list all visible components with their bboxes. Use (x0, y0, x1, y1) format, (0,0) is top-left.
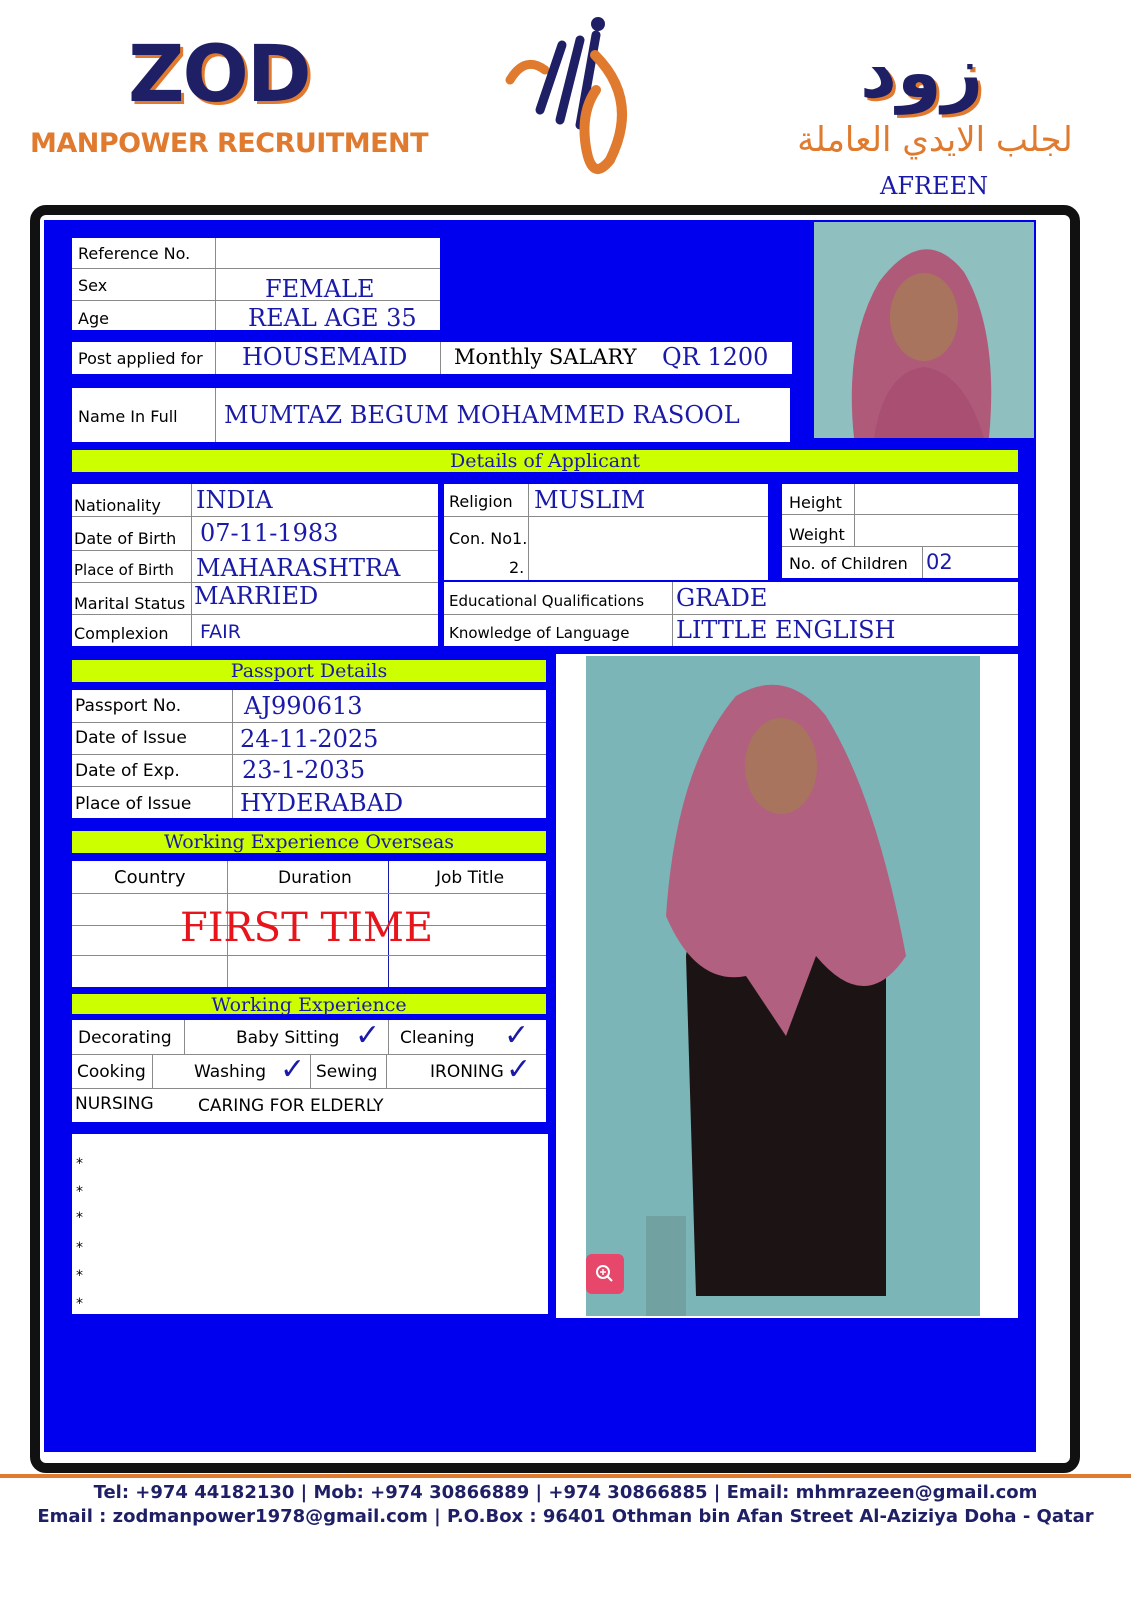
dob-value: 07-11-1983 (200, 519, 339, 547)
salary-label: Monthly SALARY (454, 345, 637, 369)
religion-value: MUSLIM (534, 486, 646, 514)
passport-number-value: AJ990613 (244, 692, 363, 720)
post-salary-row (72, 342, 792, 374)
basic-info-table (72, 238, 440, 330)
notes-box (72, 1134, 548, 1314)
pob-value: MAHARASHTRA (196, 554, 401, 582)
passport-place-label: Place of Issue (75, 794, 192, 814)
complexion-value: FAIR (200, 621, 241, 643)
footer-address-line: Email : zodmanpower1978@gmail.com | P.O.Box : 96401 Othman bin Afan Street Al-Aziziya Doha - Qatar (37, 1506, 1094, 1527)
note-bullet: * (76, 1156, 83, 1172)
religion-label: Religion (449, 492, 513, 511)
age-label: Age (78, 309, 109, 328)
children-label: No. of Children (789, 554, 908, 573)
zoom-in-icon[interactable] (586, 1254, 624, 1294)
marital-value: MARRIED (194, 582, 319, 610)
skill-washing: Washing (194, 1062, 267, 1082)
name-row (72, 388, 790, 442)
overseas-col-duration: Duration (278, 868, 352, 888)
skill-baby-sitting: Baby Sitting (236, 1028, 340, 1048)
brand-name: ZOD (128, 30, 310, 120)
physical-details-table (782, 484, 1018, 578)
applicant-full-photo (586, 656, 980, 1316)
brand-arabic-subtitle: لجلب الايدي العاملة (797, 120, 1073, 160)
passport-place-value: HYDERABAD (240, 789, 404, 817)
note-bullet: * (76, 1184, 83, 1200)
personal-details-table (72, 484, 438, 646)
skill-decorating: Decorating (78, 1028, 172, 1048)
education-language-table (444, 582, 1018, 646)
note-bullet: * (76, 1240, 83, 1256)
passport-table (72, 690, 546, 818)
skill-caring-elderly: CARING FOR ELDERLY (198, 1096, 384, 1116)
height-label: Height (789, 493, 842, 512)
brand-arabic-name: زود (860, 30, 984, 114)
nationality-value: INDIA (196, 486, 273, 514)
con1-label: Con. No1. (449, 529, 528, 548)
passport-exp-value: 23-1-2035 (242, 756, 366, 784)
passport-number-label: Passport No. (75, 696, 182, 716)
weight-label: Weight (789, 525, 845, 544)
passport-issue-value: 24-11-2025 (240, 725, 379, 753)
skills-section-header: Working Experience (72, 994, 546, 1014)
first-time-note: FIRST TIME (180, 905, 434, 951)
passport-section-header: Passport Details (72, 660, 546, 682)
baby-sitting-check-icon: ✓ (355, 1018, 381, 1053)
passport-exp-label: Date of Exp. (75, 761, 180, 781)
religion-contact-table (444, 484, 768, 580)
overseas-section-header: Working Experience Overseas (72, 831, 546, 853)
dob-label: Date of Birth (74, 529, 177, 548)
sex-label: Sex (78, 276, 108, 295)
con2-label: 2. (509, 558, 525, 577)
note-bullet: * (76, 1296, 83, 1312)
skills-table (72, 1020, 546, 1122)
footer-contact-line: Tel: +974 44182130 | Mob: +974 30866889 | +974 30866885 | Email: mhmrazeen@gmail.com (93, 1482, 1038, 1503)
overseas-col-job: Job Title (436, 868, 505, 888)
language-label: Knowledge of Language (449, 624, 630, 642)
name-label: Name In Full (78, 407, 178, 426)
cleaning-check-icon: ✓ (504, 1018, 530, 1053)
education-value: GRADE (676, 584, 768, 612)
language-value: LITTLE ENGLISH (676, 616, 896, 644)
complexion-label: Complexion (74, 624, 169, 643)
pob-label: Place of Birth (74, 561, 174, 579)
salary-value: QR 1200 (662, 343, 769, 371)
overseas-table (72, 861, 546, 987)
zod-logo-icon (500, 10, 670, 190)
skill-sewing: Sewing (316, 1062, 378, 1082)
education-label: Educational Qualifications (449, 592, 645, 610)
applicant-headshot (814, 222, 1034, 438)
post-label: Post applied for (78, 349, 203, 368)
children-value: 02 (926, 550, 953, 574)
marital-label: Marital Status (74, 594, 186, 613)
nationality-label: Nationality (74, 496, 161, 515)
sex-value: FEMALE (265, 275, 375, 303)
washing-check-icon: ✓ (280, 1052, 306, 1087)
passport-issue-label: Date of Issue (75, 728, 187, 748)
name-value: MUMTAZ BEGUM MOHAMMED RASOOL (224, 401, 740, 429)
note-bullet: * (76, 1268, 83, 1284)
reference-label: Reference No. (78, 244, 191, 263)
skill-cleaning: Cleaning (400, 1028, 475, 1048)
note-bullet: * (76, 1210, 83, 1226)
age-value: REAL AGE 35 (248, 304, 417, 332)
footer-divider (0, 1474, 1131, 1478)
agent-name: AFREEN (880, 172, 989, 200)
post-value: HOUSEMAID (242, 343, 408, 371)
details-section-header: Details of Applicant (72, 450, 1018, 472)
skill-nursing: NURSING (75, 1094, 154, 1114)
skill-cooking: Cooking (77, 1062, 146, 1082)
overseas-col-country: Country (114, 867, 186, 888)
ironing-check-icon: ✓ (506, 1052, 532, 1087)
skill-ironing: IRONING (430, 1062, 504, 1082)
brand-subtitle: MANPOWER RECRUITMENT (30, 128, 429, 159)
